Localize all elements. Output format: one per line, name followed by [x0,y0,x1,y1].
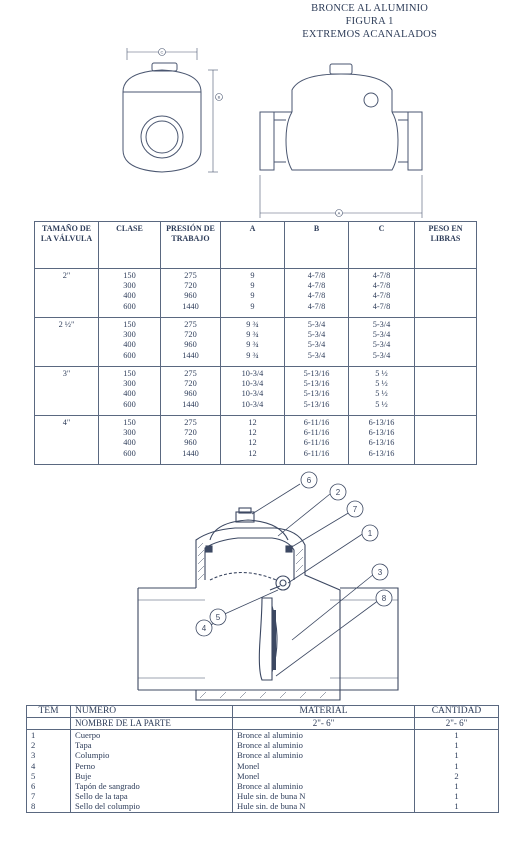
parts-qty-cell [415,730,499,813]
cell-a-value: 10-3/4 [241,399,264,409]
parts-material-cell [233,730,415,813]
cell-clase-value: 600 [123,448,136,458]
cell-a-value: 9 ¾ [246,330,259,340]
cell-presion-value: 275 [184,320,197,329]
parts-name-value: Tapa [75,740,92,751]
cell-size [35,318,99,367]
cell-a [221,416,285,465]
parts-col-item: TEM [27,706,71,718]
cell-c [349,367,415,416]
cell-peso [415,416,477,465]
cell-peso-value [417,320,474,330]
cell-peso [415,318,477,367]
parts-item-value: 2 [31,740,36,751]
cell-presion-value: 275 [184,418,197,427]
cell-c-value: 6-13/16 [368,418,395,427]
col-header-a: A [221,222,285,269]
cell-clase [99,416,161,465]
callout-1-label: 1 [367,529,373,538]
parts-qty-value: 1 [454,791,459,802]
dim-a-label: A [337,210,341,216]
cell-clase-value: 150 [123,320,136,329]
cell-presion-value: 720 [184,330,197,340]
cell-c [349,318,415,367]
parts-material-value: Hule sin. de buna N [237,791,306,802]
cell-a-value: 9 ¾ [246,320,259,329]
parts-table [26,705,499,813]
cell-peso [415,367,477,416]
dim-b-label: B [217,94,221,100]
parts-name-value: Buje [75,770,92,781]
col-header-c: C [349,222,415,269]
cell-c [349,416,415,465]
cell-presion-value: 720 [184,281,197,291]
cell-clase [99,269,161,318]
parts-item-value: 8 [31,801,36,812]
cell-clase-value: 400 [123,340,136,350]
cell-peso-value [417,418,474,428]
parts-subheader-row [27,718,499,730]
cell-c-value: 4-7/8 [372,291,391,301]
end-view-drawing [123,48,218,172]
cell-presion-value: 960 [184,340,197,350]
cell-b-value: 6-11/16 [303,428,330,438]
parts-name-value: Columpio [75,750,110,761]
cell-c-value: 5-3/4 [372,340,391,350]
parts-material-value: Monel [237,760,260,771]
cell-c-value: 5 ½ [375,379,388,389]
cell-c-value: 5-3/4 [372,350,391,360]
cell-size [35,367,99,416]
cell-b-value: 4-7/8 [307,281,326,291]
parts-item-value: 1 [31,730,36,740]
dim-c-label: C [160,49,164,55]
table-header-row [35,222,477,269]
cell-c-value: 5-3/4 [372,330,391,340]
dimensions-table [34,221,477,465]
cell-size-value: 4" [62,418,71,427]
cell-b-value: 5-13/16 [303,399,330,409]
cell-b-value: 4-7/8 [307,291,326,301]
cell-a-value: 12 [248,438,257,448]
cell-c-value: 5 ½ [375,369,388,378]
side-view-drawing [260,64,422,218]
parts-body [27,730,499,813]
cell-c-value: 5 ½ [375,389,388,399]
parts-material-value: Bronce al aluminio [237,750,303,761]
table-row [35,367,477,416]
callout-2-label: 2 [335,488,341,497]
cell-size-value: 3" [62,369,71,378]
callout-8-label: 8 [381,594,387,603]
parts-name-value: Sello del columpio [75,801,140,812]
cell-a-value: 9 [250,291,255,301]
parts-item-cell [27,730,71,813]
col-header-b: B [285,222,349,269]
cell-peso-value [417,271,474,281]
col-header-class: CLASE [99,222,161,269]
cell-c-value: 4-7/8 [372,271,391,280]
cell-b-value: 5-3/4 [307,320,326,329]
cell-clase-value: 400 [123,438,136,448]
col-header-size: TAMAÑO DE LA VÁLVULA [35,222,99,269]
cell-a-value: 9 ¾ [246,350,259,360]
cell-peso [415,269,477,318]
cell-b-value: 6-11/16 [303,448,330,458]
cell-presion-value: 720 [184,379,197,389]
parts-qty-value: 1 [454,730,459,740]
col-header-weight: PESO EN LIBRAS [415,222,477,269]
col-header-pressure: PRESIÓN DE TRABAJO [161,222,221,269]
parts-quantity-range: 2"- 6" [415,718,499,730]
cell-presion [161,416,221,465]
cell-a-value: 10-3/4 [241,389,264,399]
parts-name-value: Cuerpo [75,730,101,740]
cell-c-value: 6-13/16 [368,438,395,448]
cell-clase-value: 300 [123,281,136,291]
cell-presion-value: 960 [184,438,197,448]
parts-material-value: Bronce al aluminio [237,730,303,740]
cell-presion-value: 1440 [182,399,199,409]
cell-presion-value: 960 [184,291,197,301]
parts-qty-value: 1 [454,750,459,761]
parts-name-value: Perno [75,760,96,771]
parts-material-value: Bronce al aluminio [237,740,303,751]
material-title: BRONCE AL ALUMINIO [311,3,429,14]
cell-clase-value: 600 [123,399,136,409]
cell-clase-value: 400 [123,291,136,301]
cell-size-value: 2" [62,271,71,280]
cell-a-value: 9 [250,271,255,280]
cell-b [285,318,349,367]
parts-col-name: NOMBRE DE LA PARTE [71,718,233,730]
cell-b-value: 5-3/4 [307,340,326,350]
parts-header-row [27,706,499,718]
cell-a-value: 9 ¾ [246,340,259,350]
table-row [35,318,477,367]
cell-b-value: 6-11/16 [303,418,330,427]
parts-qty-value: 1 [454,740,459,751]
parts-col-material: MATERIAL [233,706,415,718]
callout-3-label: 3 [377,568,383,577]
cell-c [349,269,415,318]
cell-a-value: 10-3/4 [241,379,264,389]
cell-a-value: 12 [248,418,257,427]
cell-b-value: 5-3/4 [307,350,326,360]
cell-a-value: 9 [250,281,255,291]
cell-clase-value: 150 [123,271,136,280]
cell-clase-value: 300 [123,379,136,389]
table-row [35,416,477,465]
cell-a [221,269,285,318]
cell-clase-value: 600 [123,350,136,360]
parts-material-value: Hule sin. de buna N [237,801,306,812]
cell-peso-value [417,369,474,379]
parts-name-value: Tapón de sangrado [75,780,140,791]
parts-item-value: 3 [31,750,36,761]
cell-presion-value: 720 [184,428,197,438]
cell-b-value: 4-7/8 [307,301,326,311]
table-row [35,269,477,318]
cell-a-value: 9 [250,301,255,311]
parts-col-number: NUMERO [71,706,233,718]
end-type-title: EXTREMOS ACANALADOS [302,29,437,40]
cell-presion-value: 275 [184,369,197,378]
cell-clase-value: 150 [123,418,136,427]
parts-material-value: Bronce al aluminio [237,780,303,791]
cell-clase [99,367,161,416]
callout-4-label: 4 [201,624,207,633]
figure-label: FIGURA 1 [345,16,394,27]
cell-presion [161,269,221,318]
cell-b [285,367,349,416]
cell-presion-value: 275 [184,271,197,280]
parts-qty-value: 1 [454,760,459,771]
cell-b-value: 6-11/16 [303,438,330,448]
cell-c-value: 5 ½ [375,399,388,409]
cell-b [285,269,349,318]
parts-item-value: 7 [31,791,36,802]
parts-col-quantity: CANTIDAD [415,706,499,718]
parts-item-value: 5 [31,770,36,781]
cell-clase-value: 300 [123,428,136,438]
cell-c-value: 4-7/8 [372,281,391,291]
parts-qty-value: 1 [454,801,459,812]
parts-material-range: 2"- 6" [233,718,415,730]
cell-size [35,269,99,318]
cell-b-value: 5-3/4 [307,330,326,340]
parts-name-cell [71,730,233,813]
parts-qty-value: 2 [454,770,459,781]
parts-name-value: Sello de la tapa [75,791,128,802]
callout-5-label: 5 [215,613,221,622]
cell-presion-value: 960 [184,389,197,399]
cell-c-value: 4-7/8 [372,301,391,311]
cell-presion-value: 1440 [182,448,199,458]
cell-clase-value: 600 [123,301,136,311]
cell-a [221,318,285,367]
callout-6-label: 6 [306,476,312,485]
cell-b [285,416,349,465]
cell-size [35,416,99,465]
parts-subheader-blank [27,718,71,730]
cell-a-value: 12 [248,448,257,458]
cell-c-value: 6-13/16 [368,428,395,438]
cell-size-value: 2 ½" [58,320,75,329]
parts-item-value: 4 [31,760,36,771]
callout-7-label: 7 [352,505,358,514]
cell-presion-value: 1440 [182,350,199,360]
cell-a [221,367,285,416]
cell-b-value: 5-13/16 [303,369,330,378]
cell-presion-value: 1440 [182,301,199,311]
cell-clase-value: 150 [123,369,136,378]
cell-b-value: 5-13/16 [303,389,330,399]
cross-section-drawing [138,508,398,700]
cell-clase-value: 400 [123,389,136,399]
cell-presion [161,367,221,416]
cell-c-value: 5-3/4 [372,320,391,329]
parts-item-value: 6 [31,780,36,791]
cell-c-value: 6-13/16 [368,448,395,458]
parts-qty-value: 1 [454,780,459,791]
cell-b-value: 5-13/16 [303,379,330,389]
cell-a-value: 12 [248,428,257,438]
parts-material-value: Monel [237,770,260,781]
cell-a-value: 10-3/4 [241,369,264,378]
cell-clase-value: 300 [123,330,136,340]
cell-clase [99,318,161,367]
cell-presion [161,318,221,367]
cell-b-value: 4-7/8 [307,271,326,280]
